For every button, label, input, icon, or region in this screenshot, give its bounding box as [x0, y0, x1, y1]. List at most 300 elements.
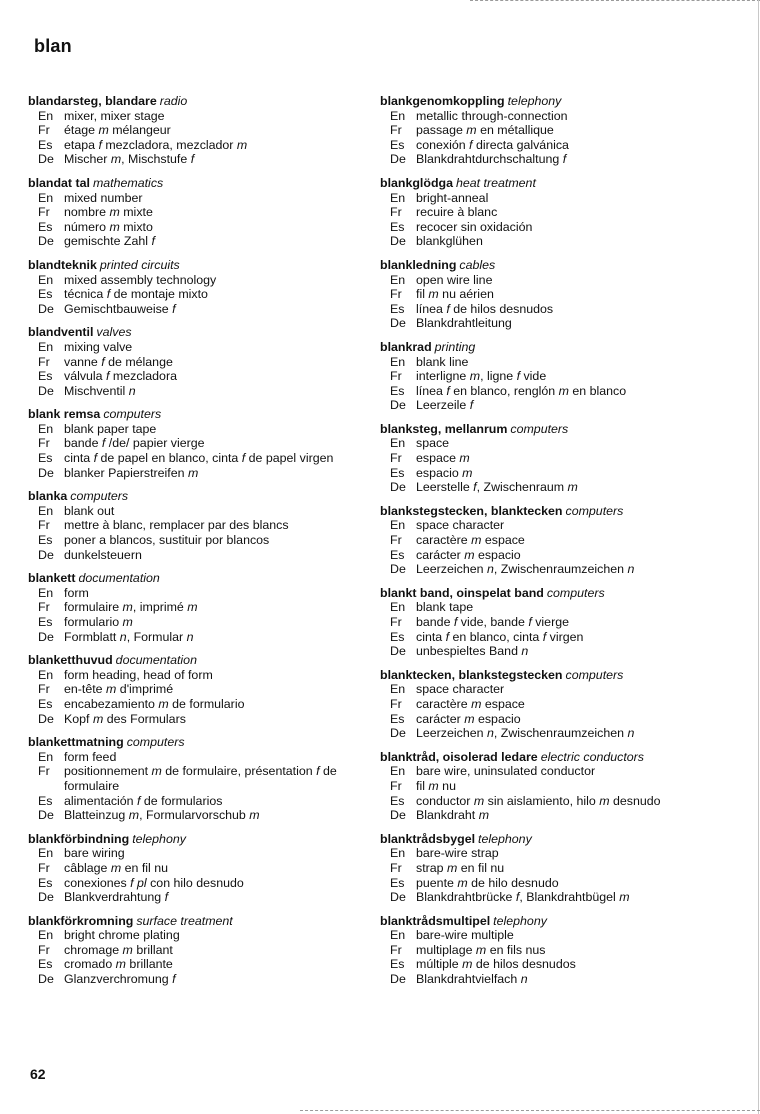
right-edge-rule	[758, 0, 759, 1114]
language-code: De	[38, 890, 54, 905]
language-code: En	[390, 108, 406, 123]
grammatical-gender-marker: f	[241, 451, 246, 466]
entry-headword: blankförbindning	[28, 831, 130, 846]
translation-row	[380, 808, 730, 823]
translation-text	[416, 957, 730, 972]
translation-segment: con hilo desnudo	[146, 875, 244, 890]
translation-segment: vanne	[64, 354, 102, 369]
grammatical-gender-marker: m	[567, 480, 578, 495]
translation-segment: alimentación	[64, 793, 138, 808]
translation-text	[416, 726, 730, 741]
translation-text	[64, 422, 368, 437]
grammatical-gender-marker: n	[486, 562, 494, 577]
translation-row	[28, 466, 368, 481]
dictionary-entry	[28, 735, 368, 823]
translation-text	[416, 808, 730, 823]
entry-headword: blandat tal	[28, 175, 90, 190]
language-code: De	[390, 562, 406, 577]
translation-segment: , Zwischenraumzeichen	[493, 726, 628, 741]
translation-text	[64, 957, 368, 972]
entry-headword: blanktecken, blankstegstecken	[380, 667, 563, 682]
entry-headword: blankledning	[380, 257, 457, 272]
grammatical-gender-marker: m	[98, 123, 109, 138]
grammatical-gender-marker: m	[187, 600, 198, 615]
translation-segment: , imprimé	[132, 600, 188, 615]
language-code: En	[38, 749, 54, 764]
language-code: Fr	[38, 518, 50, 533]
translation-segment: caractère	[416, 696, 472, 711]
grammatical-gender-marker: m	[110, 152, 122, 167]
translation-text	[416, 436, 730, 451]
translation-segment: blank paper tape	[64, 421, 157, 436]
translation-row	[380, 451, 730, 466]
translation-segment: recocer sin oxidación	[416, 219, 533, 234]
translation-text	[416, 794, 730, 809]
entry-headword: blanktrådsbygel	[380, 831, 476, 846]
translation-segment: nu aérien	[438, 287, 494, 302]
translation-segment: Gemischtbauweise	[64, 301, 173, 316]
entry-subject-field: mathematics	[92, 175, 164, 190]
entry-headword: blankförkromning	[28, 913, 134, 928]
language-code: Es	[38, 957, 53, 972]
translation-segment: nombre	[64, 205, 110, 220]
dictionary-entry	[28, 832, 368, 905]
language-code: Fr	[390, 369, 402, 384]
translation-text	[416, 191, 730, 206]
language-code: En	[390, 928, 406, 943]
translation-segment: mixing valve	[64, 339, 133, 354]
translation-row	[380, 697, 730, 712]
translation-row	[380, 600, 730, 615]
translation-text	[64, 436, 368, 451]
language-code: De	[38, 808, 54, 823]
language-code: En	[38, 928, 54, 943]
entry-headword-line	[28, 176, 368, 191]
translation-text	[64, 600, 368, 615]
entry-headword-line	[28, 94, 368, 109]
translation-segment: cromado	[64, 957, 116, 972]
translation-segment: form	[64, 585, 89, 600]
entry-headword-line	[380, 504, 730, 519]
entry-headword-line	[380, 914, 730, 929]
grammatical-gender-marker: f	[151, 234, 155, 249]
translation-text	[64, 668, 368, 683]
translation-segment: passage	[416, 123, 467, 138]
translation-row	[28, 191, 368, 206]
grammatical-gender-marker: n	[486, 726, 494, 741]
translation-text	[416, 712, 730, 727]
grammatical-gender-marker: f	[98, 137, 102, 152]
translation-segment: Leerzeile	[416, 398, 470, 413]
entry-headword-line	[380, 340, 730, 355]
language-code: Fr	[38, 860, 50, 875]
translation-text	[64, 764, 368, 793]
translation-text	[64, 302, 368, 317]
translation-segment: recuire à blanc	[416, 205, 498, 220]
translation-row	[380, 316, 730, 331]
entry-headword: blank remsa	[28, 407, 101, 422]
translation-text	[416, 109, 730, 124]
translation-segment: válvula	[64, 369, 107, 384]
entry-subject-field: printing	[434, 339, 476, 354]
language-code: Es	[390, 875, 405, 890]
entry-subject-field: computers	[510, 421, 569, 436]
entry-headword: blanksteg, mellanrum	[380, 421, 508, 436]
translation-row	[380, 972, 730, 987]
translation-row	[28, 943, 368, 958]
dictionary-entry	[380, 176, 730, 249]
grammatical-gender-marker: m	[447, 860, 458, 875]
translation-segment: de hilos desnudos	[472, 957, 576, 972]
translation-row	[28, 846, 368, 861]
translation-text	[416, 518, 730, 533]
translation-row	[28, 504, 368, 519]
translation-segment: Leerzeichen	[416, 726, 487, 741]
grammatical-gender-marker: m	[466, 123, 477, 138]
translation-segment: blank line	[416, 354, 469, 369]
top-edge-rule	[470, 0, 760, 4]
entry-headword-line	[28, 832, 368, 847]
translation-row	[380, 220, 730, 235]
grammatical-gender-marker: n	[119, 629, 127, 644]
entry-subject-field: radio	[159, 94, 188, 108]
entry-subject-field: computers	[103, 407, 162, 422]
translation-text	[416, 384, 730, 399]
language-code: Fr	[390, 123, 402, 138]
translation-row	[380, 205, 730, 220]
language-code: Fr	[390, 205, 402, 220]
translation-segment: mixed number	[64, 190, 143, 205]
translation-segment: Blatteinzug	[64, 808, 129, 823]
translation-segment: en-tête	[64, 682, 107, 697]
translation-row	[28, 861, 368, 876]
language-code: Es	[38, 137, 53, 152]
translation-segment: cinta	[416, 629, 446, 644]
language-code: En	[38, 272, 54, 287]
translation-segment: en fil nu	[121, 860, 169, 875]
translation-text	[64, 697, 368, 712]
translation-segment: bare-wire strap	[416, 846, 499, 861]
language-code: Es	[390, 219, 405, 234]
translation-segment: dunkelsteuern	[64, 547, 142, 562]
language-code: Es	[38, 875, 53, 890]
language-code: En	[390, 190, 406, 205]
entry-headword-line	[380, 258, 730, 273]
language-code: Es	[38, 696, 53, 711]
translation-row	[28, 234, 368, 249]
dictionary-entry	[380, 586, 730, 659]
translation-row	[28, 600, 368, 615]
grammatical-gender-marker: m	[459, 451, 470, 466]
grammatical-gender-marker: f	[473, 480, 477, 495]
entry-subject-field: documentation	[78, 571, 160, 586]
language-code: Es	[38, 369, 53, 384]
translation-row	[380, 876, 730, 891]
translation-text	[416, 928, 730, 943]
translation-row	[380, 615, 730, 630]
language-code: Es	[390, 711, 405, 726]
language-code: Es	[38, 219, 53, 234]
language-code: De	[38, 301, 54, 316]
translation-text	[416, 548, 730, 563]
grammatical-gender-marker: m	[464, 547, 475, 562]
entry-subject-field: computers	[565, 503, 624, 518]
language-code: Fr	[390, 533, 402, 548]
translation-text	[64, 846, 368, 861]
translation-row	[380, 518, 730, 533]
entry-subject-field: telephony	[132, 831, 186, 846]
translation-text	[416, 138, 730, 153]
entry-headword-line	[380, 422, 730, 437]
translation-segment: mixto	[119, 219, 153, 234]
translation-text	[416, 123, 730, 138]
grammatical-gender-marker: f	[446, 301, 450, 316]
translation-segment: bande	[64, 436, 102, 451]
language-code: Es	[38, 793, 53, 808]
grammatical-gender-marker: m	[122, 942, 133, 957]
entry-headword-line	[380, 176, 730, 191]
entry-headword: blankgenomkoppling	[380, 94, 505, 108]
translation-text	[64, 152, 368, 167]
translation-text	[416, 451, 730, 466]
translation-text	[64, 355, 368, 370]
language-code: En	[390, 682, 406, 697]
translation-text	[416, 273, 730, 288]
grammatical-gender-marker: f	[516, 369, 521, 384]
grammatical-gender-marker: m	[471, 696, 482, 711]
entry-headword-line	[28, 489, 368, 504]
translation-segment: gemischte Zahl	[64, 234, 152, 249]
translation-text	[64, 123, 368, 138]
dictionary-entry	[28, 571, 368, 644]
translation-text	[416, 234, 730, 249]
translation-row	[28, 109, 368, 124]
translation-row	[380, 779, 730, 794]
translation-segment: Mischer	[64, 152, 111, 167]
grammatical-gender-marker: f	[172, 972, 176, 987]
translation-text	[416, 615, 730, 630]
bottom-edge-rule	[300, 1110, 760, 1112]
language-code: En	[38, 503, 54, 518]
entry-subject-field: printed circuits	[99, 257, 180, 272]
translation-text	[64, 808, 368, 823]
translation-row	[28, 302, 368, 317]
translation-segment: en blanco, cinta	[449, 629, 543, 644]
translation-text	[416, 943, 730, 958]
grammatical-gender-marker: f	[106, 369, 110, 384]
language-code: De	[38, 152, 54, 167]
grammatical-gender-marker: f	[542, 629, 547, 644]
translation-segment: formulario	[64, 615, 123, 629]
grammatical-gender-marker: f	[469, 137, 473, 152]
translation-row	[380, 533, 730, 548]
language-code: En	[390, 518, 406, 533]
translation-segment: carácter	[416, 711, 465, 726]
translation-segment: , Blankdrahtbügel	[519, 890, 620, 905]
grammatical-gender-marker: f	[172, 301, 176, 316]
dictionary-entry	[28, 653, 368, 726]
translation-row	[380, 234, 730, 249]
entry-headword-line	[28, 735, 368, 750]
translation-segment: bare-wire multiple	[416, 928, 514, 943]
language-code: Es	[390, 301, 405, 316]
translation-row	[28, 273, 368, 288]
translation-text	[416, 355, 730, 370]
grammatical-gender-marker: m	[599, 793, 610, 808]
language-code: De	[390, 890, 406, 905]
grammatical-gender-marker: m	[462, 465, 473, 480]
translation-segment: , Mischstufe	[121, 152, 191, 167]
translation-row	[28, 957, 368, 972]
translation-segment: técnica	[64, 287, 107, 302]
translation-segment: poner a blancos, sustituir por blancos	[64, 533, 270, 548]
grammatical-gender-marker: n	[186, 629, 194, 644]
grammatical-gender-marker: m	[92, 711, 104, 726]
language-code: Es	[390, 957, 405, 972]
translation-segment: space	[416, 436, 450, 451]
translation-text	[416, 779, 730, 794]
language-code: Es	[38, 533, 53, 548]
translation-segment: , Formularvorschub	[139, 808, 250, 823]
translation-segment: línea	[416, 383, 447, 398]
translation-row	[28, 890, 368, 905]
language-code: Es	[38, 615, 53, 629]
translation-text	[64, 750, 368, 765]
translation-text	[64, 451, 368, 466]
dictionary-entry	[28, 407, 368, 480]
language-code: Es	[390, 629, 405, 644]
translation-segment: de formulaire	[64, 764, 337, 793]
translation-segment: de hilos desnudos	[449, 301, 554, 316]
translation-row	[380, 682, 730, 697]
translation-segment: bright-anneal	[416, 190, 489, 205]
translation-row	[380, 273, 730, 288]
grammatical-gender-marker: m	[478, 808, 490, 823]
grammatical-gender-marker: m	[475, 942, 487, 957]
translation-text	[416, 682, 730, 697]
entry-headword: blanka	[28, 489, 68, 504]
translation-row	[380, 548, 730, 563]
translation-row	[380, 764, 730, 779]
translation-segment: metallic through-connection	[416, 108, 568, 123]
grammatical-gender-marker: f	[164, 890, 169, 905]
entry-headword-line	[380, 750, 730, 765]
language-code: En	[390, 600, 406, 615]
translation-segment: encabezamiento	[64, 696, 159, 711]
translation-row	[380, 109, 730, 124]
translation-segment: bare wiring	[64, 846, 125, 861]
dictionary-entry	[380, 504, 730, 577]
translation-segment: unbespieltes Band	[416, 644, 522, 659]
grammatical-gender-marker: f pl	[130, 875, 147, 890]
translation-segment: mixer, mixer stage	[64, 108, 165, 123]
translation-segment: etapa	[64, 137, 99, 152]
language-code: De	[38, 234, 54, 249]
entry-subject-field: computers	[546, 585, 605, 600]
translation-row	[380, 928, 730, 943]
translation-segment: positionnement	[64, 764, 152, 779]
translation-segment: mezcladora, mezclador	[101, 137, 237, 152]
translation-segment: mixte	[119, 205, 153, 220]
translation-text	[64, 220, 368, 235]
translation-text	[64, 615, 368, 630]
translation-segment: space character	[416, 518, 505, 533]
entry-headword: blankettmatning	[28, 735, 124, 750]
translation-segment: desnudo	[609, 793, 661, 808]
entry-headword: blankglödga	[380, 175, 453, 190]
grammatical-gender-marker: m	[464, 711, 475, 726]
translation-text	[64, 466, 368, 481]
entry-subject-field: telephony	[507, 94, 562, 108]
page-header-guide-word: blan	[34, 36, 72, 56]
translation-text	[64, 504, 368, 519]
translation-segment: de formularios	[140, 793, 223, 808]
translation-row	[380, 466, 730, 481]
translation-segment: en fils nus	[486, 942, 546, 957]
translation-segment: de formulario	[168, 696, 245, 711]
translation-segment: interligne	[416, 369, 470, 384]
translation-segment: espace	[481, 696, 525, 711]
translation-text	[416, 764, 730, 779]
translation-segment: de formulaire, présentation	[161, 764, 317, 779]
translation-row	[380, 302, 730, 317]
translation-segment: d'imprimé	[116, 682, 174, 697]
translation-text	[64, 928, 368, 943]
translation-text	[416, 600, 730, 615]
translation-segment: Blankdrahtvielfach	[416, 972, 521, 987]
language-code: Es	[38, 287, 53, 302]
translation-text	[416, 630, 730, 645]
translation-segment: étage	[64, 123, 99, 138]
dictionary-entry	[380, 832, 730, 905]
translation-segment: multiplage	[416, 942, 476, 957]
translation-text	[64, 586, 368, 601]
language-code: De	[390, 644, 406, 659]
translation-row	[380, 436, 730, 451]
translation-row	[380, 943, 730, 958]
language-code: Fr	[390, 696, 402, 711]
translation-text	[64, 340, 368, 355]
translation-text	[416, 316, 730, 331]
translation-segment: línea	[416, 301, 447, 316]
entry-headword: blankett	[28, 571, 76, 586]
translation-row	[380, 957, 730, 972]
grammatical-gender-marker: f	[528, 615, 532, 629]
translation-text	[416, 287, 730, 302]
translation-segment: virgen	[546, 629, 584, 644]
grammatical-gender-marker: f	[515, 890, 520, 905]
dictionary-entry	[380, 668, 730, 741]
translation-text	[416, 846, 730, 861]
grammatical-gender-marker: m	[122, 600, 133, 615]
translation-row	[380, 890, 730, 905]
translation-segment: Formblatt	[64, 629, 120, 644]
translation-text	[64, 273, 368, 288]
translation-row	[380, 355, 730, 370]
translation-row	[28, 764, 368, 793]
translation-row	[380, 846, 730, 861]
translation-text	[64, 287, 368, 302]
entry-subject-field: telephony	[493, 913, 547, 928]
language-code: Fr	[390, 860, 402, 875]
grammatical-gender-marker: m	[158, 696, 169, 711]
translation-segment: de hilo desnudo	[467, 875, 559, 890]
grammatical-gender-marker: f	[93, 451, 98, 466]
grammatical-gender-marker: m	[558, 383, 569, 398]
translation-segment: vierge	[531, 615, 569, 629]
grammatical-gender-marker: f	[106, 287, 111, 302]
translation-segment: des Formulars	[103, 711, 186, 726]
